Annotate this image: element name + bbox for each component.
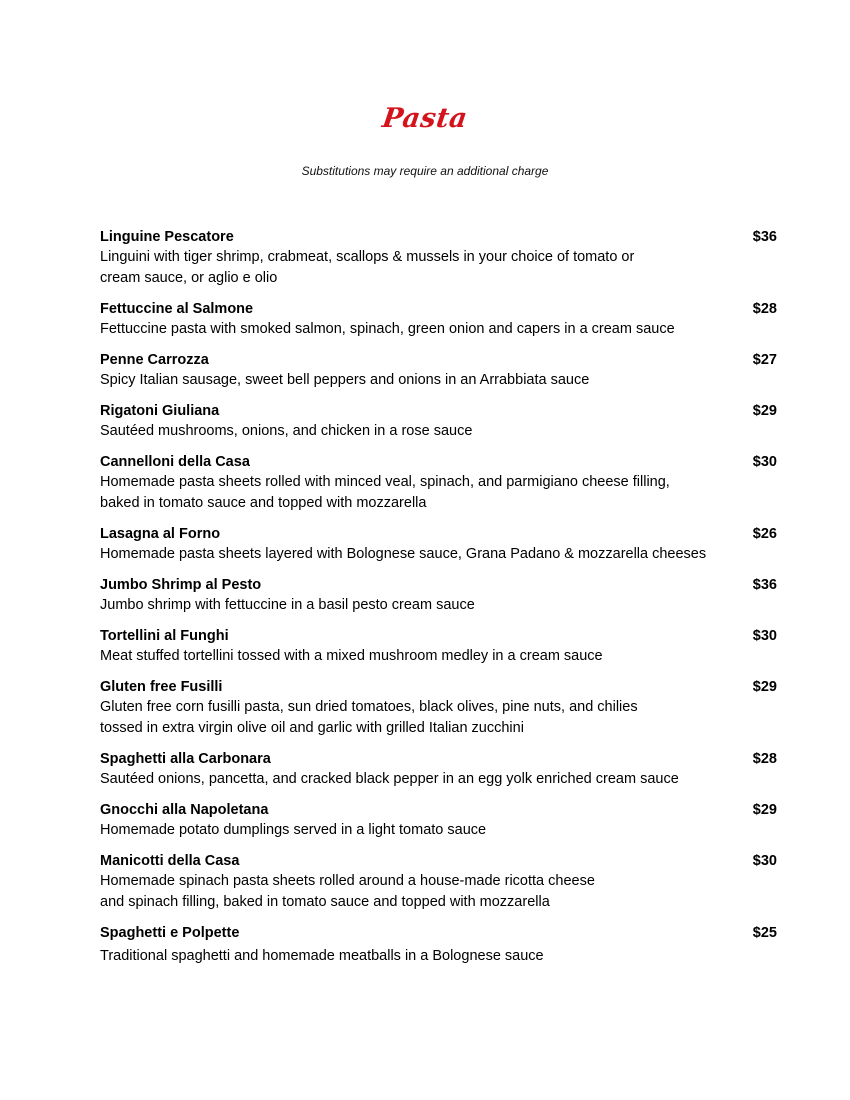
item-price: $29 xyxy=(752,403,777,419)
item-price: $30 xyxy=(752,853,777,869)
item-description: Spicy Italian sausage, sweet bell peppers and onions in an Arrabbiata sauce xyxy=(100,372,590,388)
menu-item xyxy=(100,576,777,616)
menu-item xyxy=(100,627,777,667)
item-price: $29 xyxy=(752,802,777,818)
item-name: Gnocchi alla Napoletana xyxy=(100,802,269,818)
item-description: Traditional spaghetti and homemade meatballs in a Bolognese sauce xyxy=(100,948,544,964)
item-name: Spaghetti e Polpette xyxy=(100,925,240,941)
page-title: Pasta xyxy=(380,103,470,134)
item-price: $36 xyxy=(752,229,777,245)
item-description: Linguini with tiger shrimp, crabmeat, scallops & mussels in your choice of tomato or cream sauce, or aglio e olio xyxy=(100,249,635,286)
item-description: Homemade pasta sheets rolled with minced veal, spinach, and parmigiano cheese filling, baked in tomato sauce and topped with mozzarella xyxy=(100,474,670,511)
item-description: Homemade pasta sheets layered with Bolognese sauce, Grana Padano & mozzarella cheeses xyxy=(100,546,707,562)
item-name: Rigatoni Giuliana xyxy=(100,403,220,419)
item-price: $36 xyxy=(752,577,777,593)
menu-item xyxy=(100,453,777,514)
menu-item-list xyxy=(100,228,777,978)
item-name: Linguine Pescatore xyxy=(100,229,234,245)
item-price: $26 xyxy=(752,526,777,542)
item-price: $30 xyxy=(752,628,777,644)
item-name: Fettuccine al Salmone xyxy=(100,301,254,317)
item-description: Sautéed mushrooms, onions, and chicken in a rose sauce xyxy=(100,423,473,439)
item-price: $30 xyxy=(752,454,777,470)
item-price: $27 xyxy=(752,352,777,368)
menu-item xyxy=(100,678,777,739)
page-subtitle: Substitutions may require an additional charge xyxy=(301,164,549,178)
item-name: Lasagna al Forno xyxy=(100,526,221,542)
item-description: Jumbo shrimp with fettuccine in a basil pesto cream sauce xyxy=(100,597,475,613)
item-description: Meat stuffed tortellini tossed with a mixed mushroom medley in a cream sauce xyxy=(100,648,603,664)
menu-item xyxy=(100,852,777,913)
item-description: Sautéed onions, pancetta, and cracked black pepper in an egg yolk enriched cream sauce xyxy=(100,771,679,787)
menu-item xyxy=(100,525,777,565)
menu-item xyxy=(100,351,777,391)
menu-item xyxy=(100,300,777,340)
item-name: Gluten free Fusilli xyxy=(100,679,223,695)
item-price: $28 xyxy=(752,301,777,317)
item-name: Manicotti della Casa xyxy=(100,853,240,869)
item-description: Homemade spinach pasta sheets rolled around a house-made ricotta cheese and spinach filling, baked in tomato sauce and topped with mozzarella xyxy=(100,873,595,910)
item-name: Tortellini al Funghi xyxy=(100,628,229,644)
item-price: $29 xyxy=(752,679,777,695)
menu-item xyxy=(100,750,777,790)
item-description: Fettuccine pasta with smoked salmon, spinach, green onion and capers in a cream sauce xyxy=(100,321,675,337)
item-name: Jumbo Shrimp al Pesto xyxy=(100,577,262,593)
menu-item xyxy=(100,801,777,841)
menu-item xyxy=(100,402,777,442)
item-name: Cannelloni della Casa xyxy=(100,454,250,470)
menu-item xyxy=(100,228,777,289)
item-price: $25 xyxy=(752,925,777,941)
item-description: Homemade potato dumplings served in a light tomato sauce xyxy=(100,822,487,838)
item-description: Gluten free corn fusilli pasta, sun dried tomatoes, black olives, pine nuts, and chilies tossed in extra virgin olive oil and garlic with grilled Italian zucchini xyxy=(100,699,638,736)
item-name: Penne Carrozza xyxy=(100,352,209,368)
item-name: Spaghetti alla Carbonara xyxy=(100,751,271,767)
item-price: $28 xyxy=(752,751,777,767)
menu-item xyxy=(100,924,777,967)
